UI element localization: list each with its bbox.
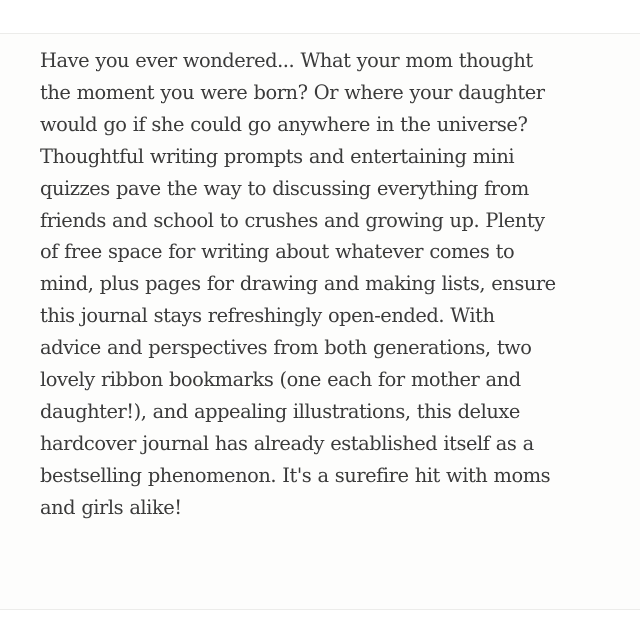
description-line: lovely ribbon bookmarks (one each for mother and — [40, 368, 521, 392]
description-line: Thoughtful writing prompts and entertaining mini — [40, 144, 515, 168]
product-description — [40, 45, 606, 524]
description-line: advice and perspectives from both generations, two — [40, 336, 532, 360]
description-line: bestselling phenomenon. It's a surefire hit with moms — [40, 463, 551, 487]
description-line: this journal stays refreshingly open-ended. With — [40, 304, 495, 328]
description-line: the moment you were born? Or where your daughter — [40, 80, 545, 104]
description-card — [0, 33, 640, 610]
description-line: Have you ever wondered... What your mom thought — [40, 49, 533, 72]
description-line: daughter!), and appealing illustrations, this deluxe — [40, 399, 520, 423]
description-line: hardcover journal has already established itself as a — [40, 431, 534, 455]
description-line: would go if she could go anywhere in the universe? — [40, 112, 528, 136]
description-line: of free space for writing about whatever comes to — [40, 240, 515, 264]
description-line: friends and school to crushes and growing up. Plenty — [40, 208, 545, 232]
description-line: quizzes pave the way to discussing everything from — [40, 176, 529, 200]
description-line: mind, plus pages for drawing and making lists, ensure — [40, 272, 556, 296]
description-line: and girls alike! — [40, 495, 182, 519]
